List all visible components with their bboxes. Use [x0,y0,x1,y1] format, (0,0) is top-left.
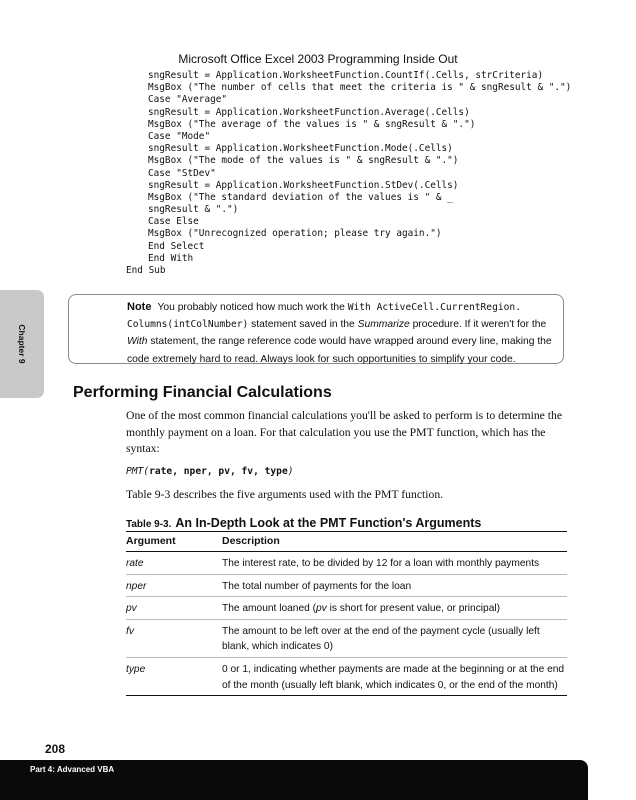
column-header-argument: Argument [126,532,222,552]
code-line: MsgBox ("The number of cells that meet the criteria is " & sngResult & ".") [148,82,572,94]
table-intro: Table 9-3 describes the five arguments used with the PMT function. [126,488,444,501]
code-line: End Select [148,240,205,252]
syntax-close: ) [287,466,294,477]
argument-cell: fv [126,619,222,657]
section-heading: Performing Financial Calculations [73,384,332,401]
description-cell [222,619,567,657]
note-text-part: statement saved in the [248,319,358,331]
code-line: sngResult = Application.WorksheetFunction.Average(.Cells) [148,106,470,118]
table-caption-number: Table 9-3. [126,519,172,530]
code-line: Case "StDev" [148,167,216,179]
code-line: sngResult = Application.WorksheetFunction.StDev(.Cells) [148,179,459,191]
argument-cell: pv [126,597,222,620]
description-cell [222,574,567,597]
code-line: End Sub [126,265,166,276]
part-label: Part 4: Advanced VBA [30,765,115,774]
argument-cell: rate [126,552,222,575]
note-emphasis: Summarize [357,319,410,331]
arguments-table [126,531,567,696]
description-text: The interest rate, to be divided by 12 for a loan with monthly payments [222,558,540,569]
description-cell [222,657,567,695]
syntax-line [126,466,294,477]
description-text: is short for present value, or principal) [326,603,501,615]
chapter-side-tab [0,290,44,398]
syntax-arguments: rate, nper, pv, fv, type [149,466,288,477]
description-emphasis: pv [316,603,327,615]
note-code: With ActiveCell.CurrentRegion. [347,302,521,313]
argument-cell: nper [126,574,222,597]
note-text-part: You probably noticed how much work the [157,302,348,313]
description-cell [222,552,567,575]
code-line: Case "Mode" [148,130,211,142]
code-line: sngResult = Application.WorksheetFunction.CountIf(.Cells, strCriteria) [148,70,544,81]
footer-band [0,760,588,800]
description-text: 0 or 1, indicating whether payments are made at the beginning or at the end of the month (usually left blank, which indicates 0, or the end of the month) [222,663,565,691]
code-line: sngResult = Application.WorksheetFunction.Mode(.Cells) [148,143,453,155]
running-header: Microsoft Office Excel 2003 Programming Inside Out [178,52,458,66]
description-text: The amount loaned ( [222,603,317,615]
code-line: MsgBox ("The standard deviation of the values is " & _ [148,191,453,203]
description-text: The total number of payments for the loan [222,580,412,592]
note-label: Note [127,301,152,313]
note-text-part: statement, the range reference code would have wrapped around every line, making the code extremely hard to read. Always look for such opportunities to simplify your code. [127,336,552,365]
table-row [126,552,567,575]
page-number: 208 [45,742,66,756]
code-line: MsgBox ("Unrecognized operation; please try again.") [148,228,442,240]
code-line: sngResult & ".") [148,204,239,216]
note-code: Columns(intColNumber) [127,319,249,331]
body-paragraph: One of the most common financial calculations you'll be asked to perform is to determine the monthly payment on a loan. For that calculation you use the PMT function, which has the syntax: [126,409,563,456]
syntax-function: PMT( [126,466,150,477]
note-text-part: procedure. If it weren't for the [409,319,547,331]
code-line: End With [148,252,194,264]
code-listing [126,70,571,277]
table-caption [126,514,481,532]
chapter-tab-label: Chapter 9 [17,324,27,364]
code-line: Case "Average" [148,94,228,106]
table-caption-title: An In-Depth Look at the PMT Function's Arguments [175,516,482,530]
table-header-row [126,532,567,552]
note-box [68,294,564,364]
argument-cell: type [126,657,222,695]
description-text: The amount to be left over at the end of the payment cycle (usually left blank, which indicates 0) [222,625,540,653]
code-line: MsgBox ("The average of the values is " & sngResult & ".") [148,118,476,130]
code-line: MsgBox ("The mode of the values is " & sngResult & ".") [148,155,459,167]
table-row [126,657,567,695]
column-header-description: Description [222,532,567,552]
table-row [126,597,567,620]
table-row [126,574,567,597]
note-text [127,299,553,368]
note-emphasis: With [127,336,148,348]
table-row [126,619,567,657]
description-cell [222,597,567,620]
code-line: Case Else [148,216,199,228]
